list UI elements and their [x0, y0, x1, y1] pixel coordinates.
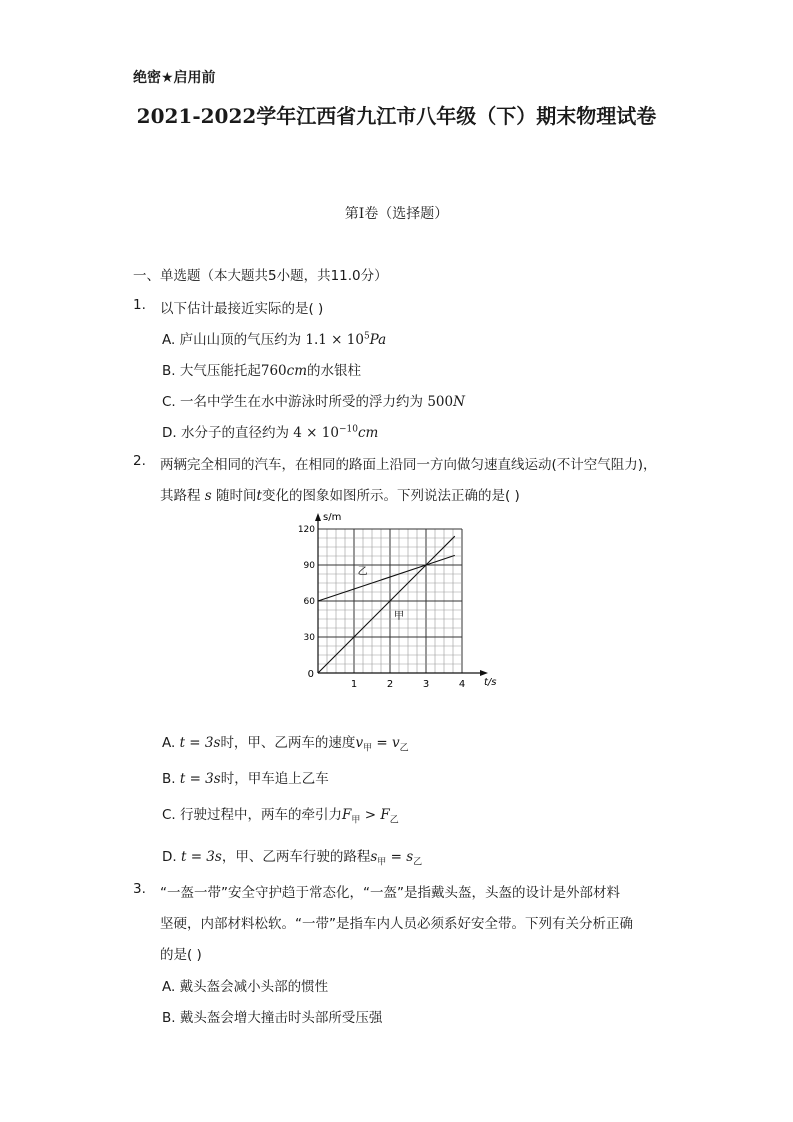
option-math: 4 × 10 [293, 425, 339, 441]
q2-option-d [162, 845, 422, 868]
option-sup: 5 [363, 331, 370, 342]
option-label: A. [162, 979, 176, 995]
q2-option-b [162, 767, 329, 787]
x-tick-label: 2 [386, 679, 394, 690]
series-line-jia [318, 536, 455, 673]
q1-option-a [162, 328, 386, 348]
option-text: 一名中学生在水中游泳时所受的浮力约为 [180, 394, 424, 410]
option-label: B. [162, 1010, 176, 1026]
option-text: 庐山山顶的气压约为 [179, 332, 302, 348]
option-sub: 乙 [389, 815, 399, 826]
y-tick-label: 30 [303, 633, 315, 643]
option-unit: N [453, 394, 465, 410]
q2-option-a [162, 731, 409, 754]
option-var: s [370, 849, 378, 865]
question-3-stem-line1: “一盔一带”安全守护趋于常态化，“一盔”是指戴头盔，头盔的设计是外部材料 [160, 885, 620, 901]
option-sub: 乙 [413, 857, 423, 868]
option-label: D. [162, 425, 177, 441]
option-label: A. [162, 332, 176, 348]
option-label: C. [162, 807, 176, 823]
origin-label: 0 [307, 669, 314, 680]
option-text: 戴头盔会减小头部的惯性 [179, 979, 329, 995]
x-axis-arrow [480, 670, 488, 676]
option-text: 时，甲车追上乙车 [220, 771, 329, 787]
option-tail: 的水银柱 [307, 363, 362, 379]
question-3-number: 3. [133, 881, 146, 897]
distance-time-chart [297, 512, 500, 690]
y-axis-label: s/m [323, 512, 342, 523]
option-math: 1.1 × 10 [305, 332, 364, 348]
option-text: 行驶过程中，两车的牵引力 [180, 807, 343, 823]
option-math: t = 3s [180, 849, 222, 865]
option-label: A. [162, 735, 176, 751]
option-var: F [380, 807, 390, 823]
option-unit: Pa [369, 332, 387, 348]
option-sup: −10 [338, 424, 358, 435]
y-tick-label: 120 [297, 525, 315, 535]
x-tick-label: 1 [350, 679, 358, 690]
option-sub: 乙 [399, 743, 409, 754]
q3-option-a [162, 975, 328, 995]
stem-math-s: s [204, 488, 212, 504]
question-2-number: 2. [133, 453, 146, 469]
y-tick-label: 60 [303, 597, 315, 607]
option-sub: 甲 [377, 857, 387, 868]
question-2-stem-line2 [160, 484, 520, 504]
option-var: s [406, 849, 414, 865]
x-tick-label: 3 [422, 679, 430, 690]
question-2-stem-line1: 两辆完全相同的汽车，在相同的路面上沿同一方向做匀速直线运动(不计空气阻力)， [160, 457, 657, 473]
question-1-number: 1. [133, 297, 146, 313]
stem-math-t: t [256, 488, 262, 504]
q2-option-c [162, 803, 399, 826]
q3-option-b [162, 1006, 382, 1026]
x-tick-label: 4 [458, 679, 466, 690]
q1-option-b [162, 359, 361, 379]
option-math: 760 [260, 363, 287, 379]
option-var: v [392, 735, 400, 751]
option-math: t = 3s [179, 771, 221, 787]
exam-title: 2021-2022学年江西省九江市八年级（下）期末物理试卷 [136, 104, 657, 128]
option-math: t = 3s [179, 735, 221, 751]
option-text: ，甲、乙两车行驶的路程 [221, 849, 371, 865]
option-sub: 甲 [363, 743, 373, 754]
option-text: 时，甲、乙两车的速度 [220, 735, 356, 751]
question-3-stem-line3: 的是( ) [160, 947, 202, 963]
option-label: C. [162, 394, 176, 410]
option-text: 水分子的直径约为 [180, 425, 289, 441]
section-heading: 一、单选题（本大题共5小题，共11.0分） [133, 268, 388, 284]
series-label: 乙 [357, 566, 368, 578]
option-text: 戴头盔会增大撞击时头部所受压强 [179, 1010, 383, 1026]
question-3-stem-line2: 坚硬，内部材料松软。“一带”是指车内人员必须系好安全带。下列有关分析正确 [160, 916, 633, 932]
question-1-stem: 以下估计最接近实际的是( ) [160, 301, 324, 317]
x-axis-label: t/s [484, 677, 497, 688]
option-op: = [372, 735, 392, 751]
series-line-yi [318, 555, 455, 601]
q1-option-c [162, 390, 465, 410]
option-label: B. [162, 363, 176, 379]
chart-series [318, 536, 455, 673]
stem-text: 变化的图象如图所示。下列说法正确的是( ) [261, 488, 520, 504]
option-sub: 甲 [351, 815, 361, 826]
confidential-label: 绝密★启用前 [133, 70, 216, 86]
option-label: D. [162, 849, 177, 865]
option-unit: cm [357, 425, 379, 441]
volume-heading: 第I卷（选择题） [344, 206, 449, 222]
option-unit: cm [286, 363, 308, 379]
option-var: v [355, 735, 364, 751]
option-op: = [386, 849, 407, 865]
option-math: 500 [427, 394, 454, 410]
option-text: 大气压能托起 [179, 363, 261, 379]
y-tick-label: 90 [303, 561, 315, 571]
option-label: B. [162, 771, 176, 787]
q1-option-d [162, 421, 378, 441]
y-axis-arrow [315, 513, 321, 521]
option-op: > [360, 807, 381, 823]
option-var: F [342, 807, 352, 823]
stem-text: 随时间 [216, 488, 257, 504]
stem-text: 其路程 [160, 488, 201, 504]
series-label: 甲 [394, 611, 404, 622]
